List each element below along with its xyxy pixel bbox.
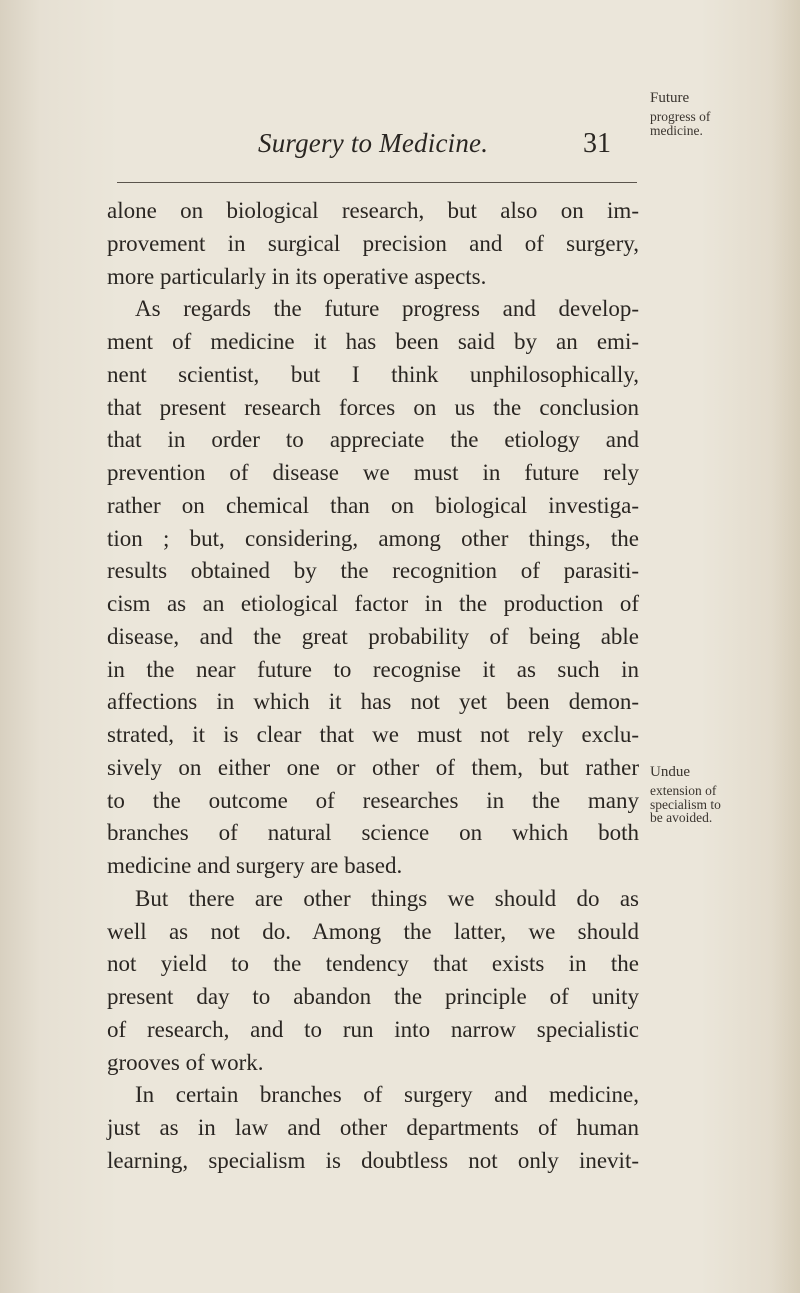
sidenote-future-progress [650,89,710,137]
sidenote-line: specialism to [650,796,721,812]
text-line: As regards the future progress and develop- [135,296,639,322]
text-line: But there are other things we should do as [135,885,639,911]
text-line: branches of natural science on which both [107,820,639,846]
text-line: provement in surgical precision and of surgery, [107,230,639,256]
text-line: not yield to the tendency that exists in the [107,951,639,977]
sidenote-line: be avoided. [650,810,713,825]
page-number: 31 [583,128,611,159]
text-line: nent scientist, but I think unphilosophically, [107,361,639,387]
text-line: that in order to appreciate the etiology and [107,427,639,453]
body-text [107,195,639,1178]
sidenote-line: Future [650,90,690,106]
header-rule [117,182,637,183]
text-line: rather on chemical than on biological investiga- [107,492,639,518]
text-line: learning, specialism is doubtless not only inevit- [107,1147,639,1173]
text-line: sively on either one or other of them, but rather [107,754,639,780]
text-line: well as not do. Among the latter, we should [107,918,639,944]
sidenote-line: Undue [650,764,690,780]
text-line: disease, and the great probability of being able [107,623,639,649]
text-line: medicine and surgery are based. [107,853,403,878]
sidenote-line: medicine. [650,122,703,138]
text-line: alone on biological research, but also on im- [107,198,639,223]
text-line: In certain branches of surgery and medicine, [135,1082,639,1108]
text-line: tion ; but, considering, among other things, the [107,525,639,551]
text-line: to the outcome of researches in the many [107,787,639,813]
text-line: just as in law and other departments of human [107,1115,639,1140]
text-line: ment of medicine it has been said by an emi- [107,329,639,354]
text-line: prevention of disease we must in future rely [107,460,639,485]
text-line: of research, and to run into narrow specialistic [107,1016,639,1042]
text-line: results obtained by the recognition of parasiti- [107,558,639,584]
text-line: cism as an etiological factor in the production of [107,591,639,616]
text-line: strated, it is clear that we must not rely exclu- [107,722,639,747]
sidenote-line: progress of [650,109,711,124]
text-line: present day to abandon the principle of unity [107,984,639,1009]
text-line: grooves of work. [107,1049,264,1075]
text-line: affections in which it has not yet been demon- [107,689,639,715]
sidenote-undue-extension [650,763,721,825]
sidenote-line: extension of [650,783,717,798]
text-line: more particularly in its operative aspects. [107,263,487,289]
running-title: Surgery to Medicine. [258,128,489,158]
text-line: that present research forces on us the conclusion [107,394,639,420]
text-line: in the near future to recognise it as such in [107,656,639,682]
